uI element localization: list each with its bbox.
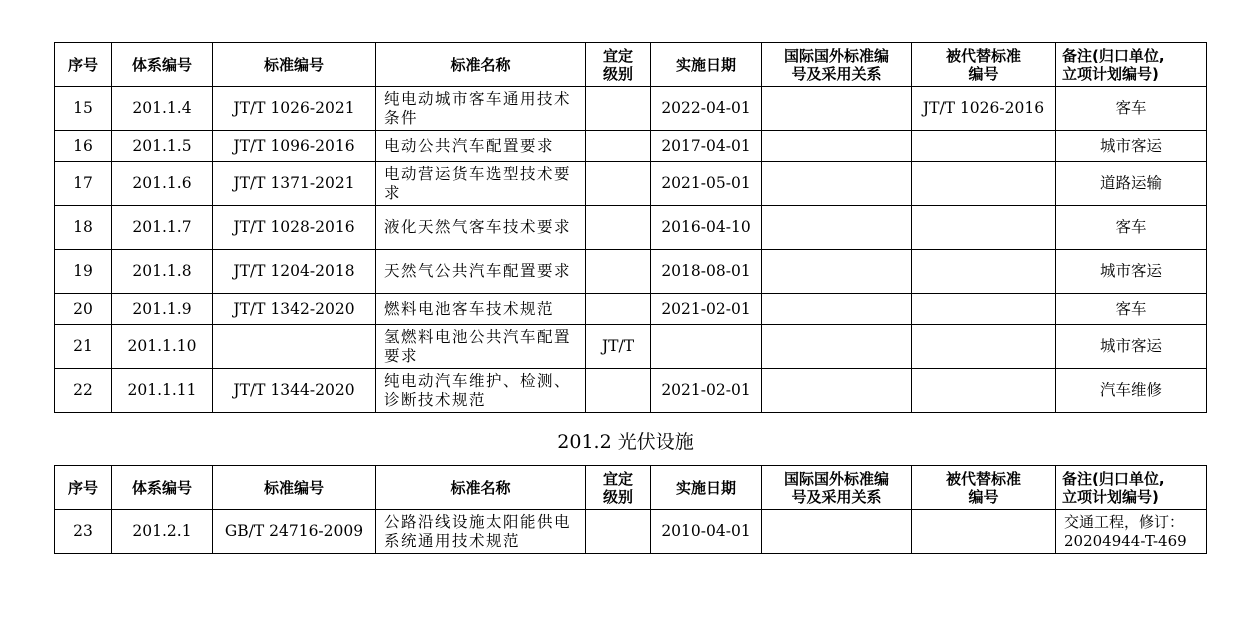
cell-level (586, 369, 651, 413)
cell-level (586, 250, 651, 294)
cell-standard-no: JT/T 1026-2021 (213, 87, 376, 131)
cell-note: 客车 (1056, 206, 1207, 250)
cell-standard-name: 纯电动汽车维护、检测、诊断技术规范 (376, 369, 586, 413)
cell-level (586, 510, 651, 554)
table-header-row (55, 466, 1207, 510)
cell-intl (762, 162, 912, 206)
header-system-no: 体系编号 (112, 43, 213, 87)
cell-replaced (912, 325, 1056, 369)
cell-system-no: 201.1.8 (112, 250, 213, 294)
table-row (55, 250, 1207, 294)
cell-level (586, 162, 651, 206)
header-note: 备注(归口单位, 立项计划编号) (1056, 466, 1207, 510)
cell-replaced (912, 162, 1056, 206)
header-no: 序号 (55, 466, 112, 510)
header-intl: 国际国外标准编 号及采用关系 (762, 466, 912, 510)
cell-date: 2018-08-01 (651, 250, 762, 294)
cell-system-no: 201.1.11 (112, 369, 213, 413)
cell-intl (762, 510, 912, 554)
standards-table-201-1 (54, 42, 1207, 413)
cell-standard-no: GB/T 24716-2009 (213, 510, 376, 554)
cell-no: 19 (55, 250, 112, 294)
cell-note: 城市客运 (1056, 325, 1207, 369)
cell-no: 16 (55, 131, 112, 162)
cell-date: 2021-02-01 (651, 294, 762, 325)
cell-intl (762, 250, 912, 294)
cell-level (586, 87, 651, 131)
cell-standard-no: JT/T 1344-2020 (213, 369, 376, 413)
cell-no: 21 (55, 325, 112, 369)
cell-system-no: 201.2.1 (112, 510, 213, 554)
cell-date: 2021-05-01 (651, 162, 762, 206)
table-row (55, 294, 1207, 325)
cell-standard-no: JT/T 1342-2020 (213, 294, 376, 325)
header-no: 序号 (55, 43, 112, 87)
note-line-2: 20204944-T-469 (1064, 531, 1187, 550)
cell-standard-no: JT/T 1096-2016 (213, 131, 376, 162)
table-header-row (55, 43, 1207, 87)
cell-system-no: 201.1.9 (112, 294, 213, 325)
cell-no: 20 (55, 294, 112, 325)
cell-standard-name: 氢燃料电池公共汽车配置要求 (376, 325, 586, 369)
header-replaced: 被代替标准 编号 (912, 466, 1056, 510)
cell-standard-name: 公路沿线设施太阳能供电系统通用技术规范 (376, 510, 586, 554)
cell-note: 城市客运 (1056, 131, 1207, 162)
header-intl: 国际国外标准编 号及采用关系 (762, 43, 912, 87)
cell-level (586, 206, 651, 250)
cell-no: 15 (55, 87, 112, 131)
cell-level (586, 131, 651, 162)
cell-standard-name: 液化天然气客车技术要求 (376, 206, 586, 250)
cell-intl (762, 131, 912, 162)
cell-replaced (912, 131, 1056, 162)
header-standard-no: 标准编号 (213, 43, 376, 87)
cell-note: 汽车维修 (1056, 369, 1207, 413)
cell-date: 2021-02-01 (651, 369, 762, 413)
header-date: 实施日期 (651, 466, 762, 510)
header-note: 备注(归口单位, 立项计划编号) (1056, 43, 1207, 87)
cell-standard-name: 天然气公共汽车配置要求 (376, 250, 586, 294)
cell-level (586, 294, 651, 325)
header-date: 实施日期 (651, 43, 762, 87)
cell-standard-no: JT/T 1204-2018 (213, 250, 376, 294)
cell-standard-name: 电动公共汽车配置要求 (376, 131, 586, 162)
cell-replaced (912, 510, 1056, 554)
table-row (55, 510, 1207, 554)
cell-standard-no: JT/T 1028-2016 (213, 206, 376, 250)
table-row (55, 325, 1207, 369)
table-row (55, 162, 1207, 206)
cell-no: 23 (55, 510, 112, 554)
cell-standard-name: 电动营运货车选型技术要求 (376, 162, 586, 206)
cell-standard-no: JT/T 1371-2021 (213, 162, 376, 206)
cell-no: 18 (55, 206, 112, 250)
cell-replaced (912, 206, 1056, 250)
header-replaced: 被代替标准 编号 (912, 43, 1056, 87)
cell-replaced: JT/T 1026-2016 (912, 87, 1056, 131)
cell-system-no: 201.1.10 (112, 325, 213, 369)
header-level: 宜定 级别 (586, 466, 651, 510)
cell-intl (762, 369, 912, 413)
cell-date: 2016-04-10 (651, 206, 762, 250)
table-row (55, 369, 1207, 413)
cell-intl (762, 87, 912, 131)
cell-date: 2017-04-01 (651, 131, 762, 162)
header-system-no: 体系编号 (112, 466, 213, 510)
cell-note: 城市客运 (1056, 250, 1207, 294)
standards-table-201-2 (54, 465, 1207, 554)
cell-system-no: 201.1.5 (112, 131, 213, 162)
table-row (55, 206, 1207, 250)
note-line-1: 交通工程，修订： (1064, 512, 1185, 531)
header-standard-no: 标准编号 (213, 466, 376, 510)
cell-replaced (912, 250, 1056, 294)
cell-standard-name: 燃料电池客车技术规范 (376, 294, 586, 325)
table-row (55, 87, 1207, 131)
cell-note (1056, 510, 1207, 554)
cell-note: 道路运输 (1056, 162, 1207, 206)
cell-replaced (912, 294, 1056, 325)
cell-system-no: 201.1.4 (112, 87, 213, 131)
cell-standard-name: 纯电动城市客车通用技术条件 (376, 87, 586, 131)
section-title: 201.2 光伏设施 (557, 431, 694, 453)
cell-level: JT/T (586, 325, 651, 369)
header-standard-name: 标准名称 (376, 43, 586, 87)
cell-note: 客车 (1056, 294, 1207, 325)
cell-note: 客车 (1056, 87, 1207, 131)
cell-no: 17 (55, 162, 112, 206)
cell-date: 2022-04-01 (651, 87, 762, 131)
header-level: 宜定 级别 (586, 43, 651, 87)
cell-system-no: 201.1.6 (112, 162, 213, 206)
cell-date: 2010-04-01 (651, 510, 762, 554)
cell-date (651, 325, 762, 369)
cell-intl (762, 294, 912, 325)
cell-replaced (912, 369, 1056, 413)
table-row (55, 131, 1207, 162)
cell-system-no: 201.1.7 (112, 206, 213, 250)
cell-standard-no (213, 325, 376, 369)
cell-no: 22 (55, 369, 112, 413)
header-standard-name: 标准名称 (376, 466, 586, 510)
cell-intl (762, 325, 912, 369)
cell-intl (762, 206, 912, 250)
